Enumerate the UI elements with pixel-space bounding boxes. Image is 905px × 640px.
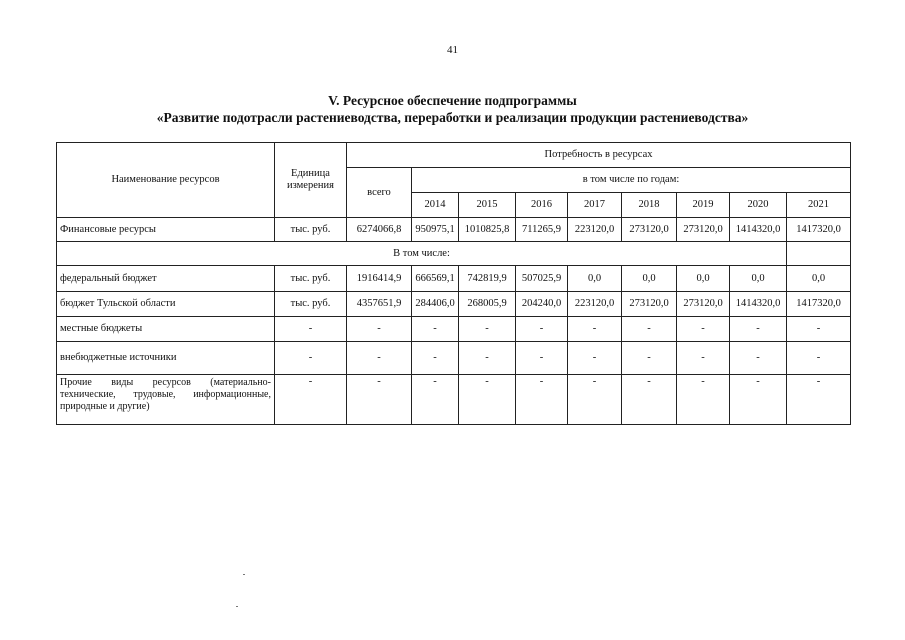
including-label: В том числе:: [57, 242, 787, 266]
value-cell: -: [412, 342, 459, 375]
value-cell: -: [730, 317, 787, 342]
year-cell: 2017: [568, 193, 622, 218]
value-cell: 223120,0: [568, 292, 622, 317]
table-row: [57, 266, 851, 292]
row-unit: -: [275, 317, 347, 342]
value-cell: 0,0: [787, 266, 851, 292]
value-cell: 0,0: [568, 266, 622, 292]
value-cell: 273120,0: [622, 292, 677, 317]
value-cell: 273120,0: [677, 218, 730, 242]
header-unit: Единица измерения: [275, 143, 347, 218]
row-unit: тыс. руб.: [275, 292, 347, 317]
value-cell: -: [412, 317, 459, 342]
value-cell: 0,0: [622, 266, 677, 292]
value-cell: -: [412, 375, 459, 425]
empty-cell: [787, 242, 851, 266]
value-cell: -: [677, 375, 730, 425]
value-cell: 223120,0: [568, 218, 622, 242]
section-title: [0, 92, 905, 126]
header-need: Потребность в ресурсах: [347, 143, 851, 168]
row-unit: тыс. руб.: [275, 218, 347, 242]
section-title-line1: V. Ресурсное обеспечение подпрограммы: [328, 93, 577, 108]
year-cell: 2014: [412, 193, 459, 218]
value-cell: 273120,0: [677, 292, 730, 317]
value-cell: 0,0: [730, 266, 787, 292]
header-resource-name: Наименование ресурсов: [57, 143, 275, 218]
value-cell: -: [677, 317, 730, 342]
value-cell: -: [347, 342, 412, 375]
value-cell: -: [568, 317, 622, 342]
row-unit: -: [275, 375, 347, 425]
value-cell: -: [730, 375, 787, 425]
year-cell: 2021: [787, 193, 851, 218]
row-name: федеральный бюджет: [57, 266, 275, 292]
value-cell: -: [516, 342, 568, 375]
value-cell: 711265,9: [516, 218, 568, 242]
value-cell: 1417320,0: [787, 218, 851, 242]
value-cell: 1916414,9: [347, 266, 412, 292]
value-cell: -: [677, 342, 730, 375]
value-cell: 268005,9: [459, 292, 516, 317]
value-cell: -: [730, 342, 787, 375]
value-cell: 4357651,9: [347, 292, 412, 317]
row-name: Прочие виды ресурсов (материально-технические, трудовые, информационные, природные и другие): [57, 375, 275, 425]
value-cell: -: [347, 375, 412, 425]
value-cell: 1414320,0: [730, 218, 787, 242]
value-cell: 1010825,8: [459, 218, 516, 242]
page-number: 41: [447, 44, 458, 56]
value-cell: 507025,9: [516, 266, 568, 292]
value-cell: -: [787, 375, 851, 425]
value-cell: 0,0: [677, 266, 730, 292]
scan-speck: [236, 606, 238, 607]
resource-table: [56, 142, 851, 425]
value-cell: -: [459, 342, 516, 375]
value-cell: -: [459, 375, 516, 425]
table-row: [57, 342, 851, 375]
header-by-years: в том числе по годам:: [412, 168, 851, 193]
value-cell: -: [516, 375, 568, 425]
row-unit: тыс. руб.: [275, 266, 347, 292]
value-cell: 6274066,8: [347, 218, 412, 242]
value-cell: 1414320,0: [730, 292, 787, 317]
row-name: местные бюджеты: [57, 317, 275, 342]
value-cell: -: [347, 317, 412, 342]
row-name: Финансовые ресурсы: [57, 218, 275, 242]
value-cell: -: [787, 342, 851, 375]
row-name: бюджет Тульской области: [57, 292, 275, 317]
row-unit: -: [275, 342, 347, 375]
table-row: [57, 317, 851, 342]
year-cell: 2020: [730, 193, 787, 218]
year-cell: 2016: [516, 193, 568, 218]
table-row-other: [57, 375, 851, 425]
value-cell: 950975,1: [412, 218, 459, 242]
value-cell: 273120,0: [622, 218, 677, 242]
value-cell: -: [787, 317, 851, 342]
header-total: всего: [347, 168, 412, 218]
value-cell: 284406,0: [412, 292, 459, 317]
header-row-1: [57, 143, 851, 168]
value-cell: -: [516, 317, 568, 342]
row-name: внебюджетные источники: [57, 342, 275, 375]
value-cell: -: [622, 317, 677, 342]
table-row-including: [57, 242, 851, 266]
scan-speck: [243, 574, 245, 575]
value-cell: 666569,1: [412, 266, 459, 292]
year-cell: 2018: [622, 193, 677, 218]
value-cell: -: [622, 342, 677, 375]
value-cell: 742819,9: [459, 266, 516, 292]
value-cell: 1417320,0: [787, 292, 851, 317]
year-cell: 2019: [677, 193, 730, 218]
table-row-financial: [57, 218, 851, 242]
year-cell: 2015: [459, 193, 516, 218]
table-row: [57, 292, 851, 317]
value-cell: -: [568, 375, 622, 425]
value-cell: 204240,0: [516, 292, 568, 317]
value-cell: -: [622, 375, 677, 425]
value-cell: -: [459, 317, 516, 342]
value-cell: -: [568, 342, 622, 375]
section-title-line2: «Развитие подотрасли растениеводства, переработки и реализации продукции растениеводства»: [156, 110, 749, 125]
